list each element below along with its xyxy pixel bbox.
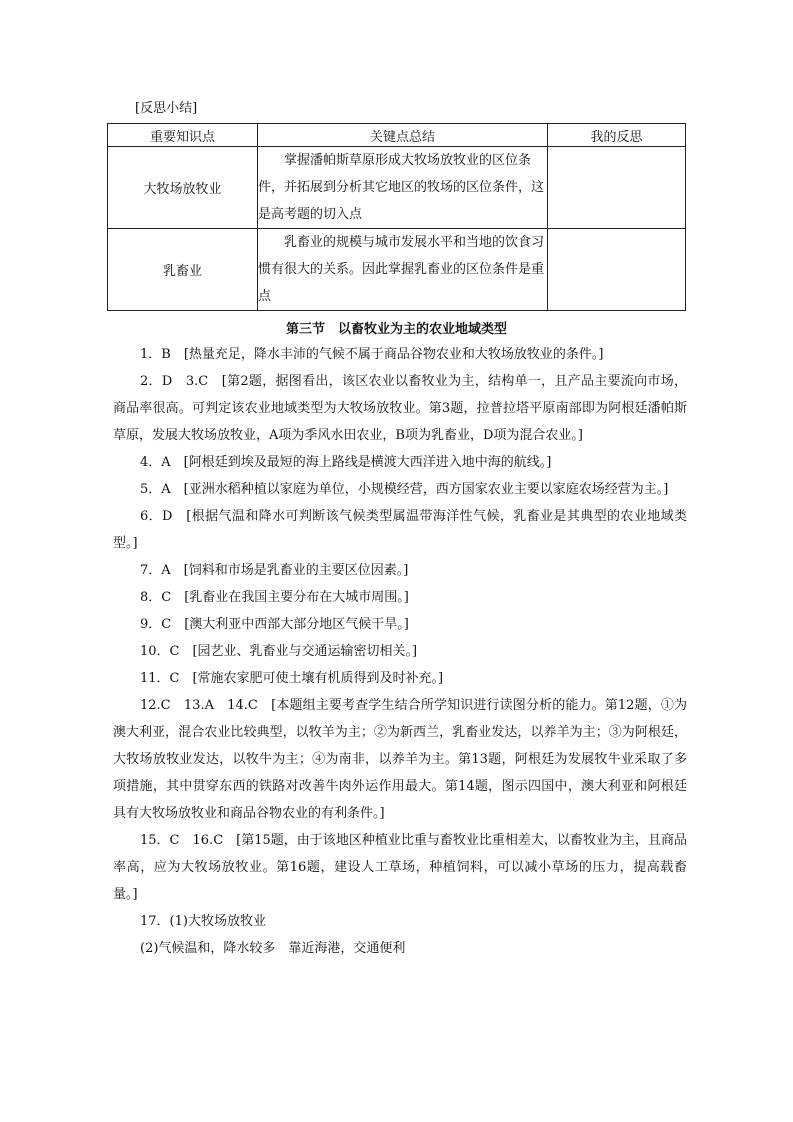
header-key-summary: 关键点总结 (258, 124, 548, 147)
answer-item: 11．C [常施农家肥可使土壤有机质得到及时补充。] (140, 671, 444, 686)
answer-item: 4．A [阿根廷到埃及最短的海上路线是横渡大西洋进入地中海的航线。] (140, 455, 552, 470)
table-row (108, 229, 686, 311)
answer-item: 12.C 13.A 14.C [本题组主要考查学生结合所学知识进行读图分析的能力。第12题，①为澳大利亚，混合农业比较典型，以牧羊为主；②为新西兰，乳畜业发达，以养羊为主；③为阿根廷，大牧场放牧业发达，以牧牛为主；④为南非，以养羊为主。第13题，阿根廷为发展牧牛业采取了多项措施，其中贯穿东西的铁路对改善牛肉外运作用最大。第14题，图示四国中，澳大利亚和阿根廷具有大牧场放牧业和商品谷物农业的有利条件。] (113, 698, 687, 821)
reflection-cell (548, 229, 686, 311)
answer-item: 7．A [饲料和市场是乳畜业的主要区位因素。] (140, 563, 409, 578)
answer-item: 2．D 3.C [第2题，据图看出，该区农业以畜牧业为主，结构单一，且产品主要流向市场，商品率很高。可判定该农业地域类型为大牧场放牧业。第3题，拉普拉塔平原南部即为阿根廷潘帕斯草原，发展大牧场放牧业，A项为季风水田农业，B项为乳畜业，D项为混合农业。] (113, 374, 687, 443)
table-row (108, 147, 686, 229)
answer-list (113, 341, 687, 962)
topic-cell: 乳畜业 (108, 229, 258, 311)
answer-item: 10．C [园艺业、乳畜业与交通运输密切相关。] (140, 644, 418, 659)
answer-item: 1．B [热量充足，降水丰沛的气候不属于商品谷物农业和大牧场放牧业的条件。] (140, 347, 604, 362)
summary-cell: 掌握潘帕斯草原形成大牧场放牧业的区位条件，并拓展到分析其它地区的牧场的区位条件，这是高考题的切入点 (258, 147, 548, 229)
answer-item: 17．(1)大牧场放牧业 (140, 914, 266, 929)
answer-item: 6．D [根据气温和降水可判断该气候类型属温带海洋性气候，乳畜业是其典型的农业地域类型。] (113, 509, 687, 551)
answer-item: (2)气候温和，降水较多 靠近海港，交通便利 (140, 941, 406, 956)
answer-item: 9．C [澳大利亚中西部大部分地区气候干旱。] (140, 617, 409, 632)
summary-cell: 乳畜业的规模与城市发展水平和当地的饮食习惯有很大的关系。因此掌握乳畜业的区位条件是重点 (258, 229, 548, 311)
topic-cell: 大牧场放牧业 (108, 147, 258, 229)
section-title: 第三节 以畜牧业为主的农业地域类型 (285, 322, 507, 337)
header-knowledge-point: 重要知识点 (108, 124, 258, 147)
answer-item: 5．A [亚洲水稻种植以家庭为单位，小规模经营，西方国家农业主要以家庭农场经营为主。] (140, 482, 669, 497)
reflection-table (107, 123, 686, 311)
answer-item: 15．C 16.C [第15题，由于该地区种植业比重与畜牧业比重相差大，以畜牧业为主，且商品率高，应为大牧场放牧业。第16题，建设人工草场，种植饲料，可以减小草场的压力，提高载畜量。] (113, 833, 687, 902)
reflection-cell (548, 147, 686, 229)
header-my-reflection: 我的反思 (548, 124, 686, 147)
answer-item: 8．C [乳畜业在我国主要分布在大城市周围。] (140, 590, 409, 605)
reflection-label: [反思小结] (135, 101, 198, 116)
table-header-row (108, 124, 686, 147)
